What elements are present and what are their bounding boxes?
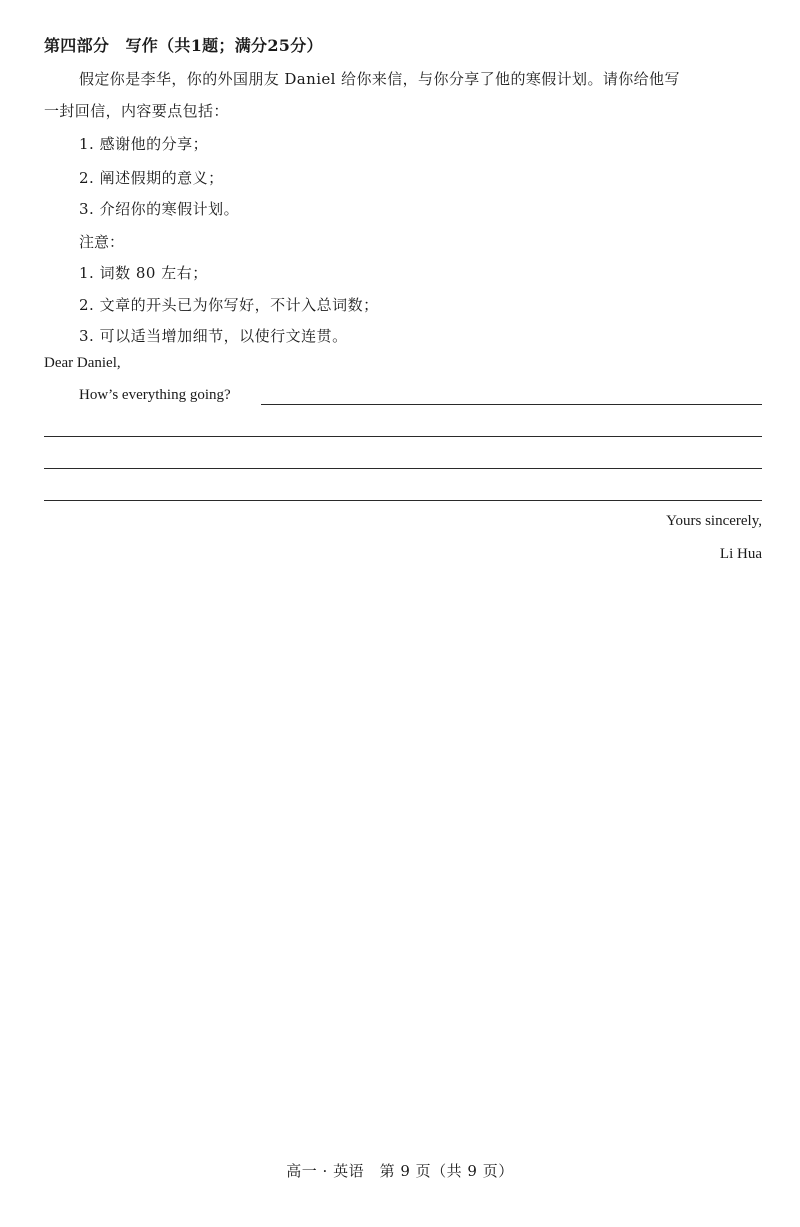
page-footer: 高一 · 英语 第 9 页（共 9 页） <box>286 1162 514 1180</box>
content-point-3: 3. 介绍你的寒假计划。 <box>79 200 240 218</box>
prompt-line-1: 假定你是李华，你的外国朋友 Daniel 给你来信，与你分享了他的寒假计划。请你给他写 <box>79 70 680 88</box>
section-title: 第四部分 写作（共1题；满分25分） <box>44 36 323 55</box>
content-point-1: 1. 感谢他的分享； <box>79 135 209 153</box>
answer-line-3[interactable] <box>44 468 762 469</box>
notes-label: 注意： <box>79 233 125 251</box>
answer-line-2[interactable] <box>44 436 762 437</box>
letter-signature: Li Hua <box>719 546 762 562</box>
letter-closing: Yours sincerely, <box>666 513 762 529</box>
letter-salutation: Dear Daniel, <box>44 355 121 371</box>
answer-line-1[interactable] <box>261 404 762 405</box>
note-item-3: 3. 可以适当增加细节，以使行文连贯。 <box>79 327 348 345</box>
content-point-2: 2. 阐述假期的意义； <box>79 169 224 187</box>
answer-line-4[interactable] <box>44 500 762 501</box>
prompt-line-2: 一封回信，内容要点包括： <box>44 102 229 120</box>
note-item-1: 1. 词数 80 左右； <box>79 264 208 282</box>
letter-opening: How’s everything going? <box>79 387 231 403</box>
note-item-2: 2. 文章的开头已为你写好，不计入总词数； <box>79 296 379 314</box>
